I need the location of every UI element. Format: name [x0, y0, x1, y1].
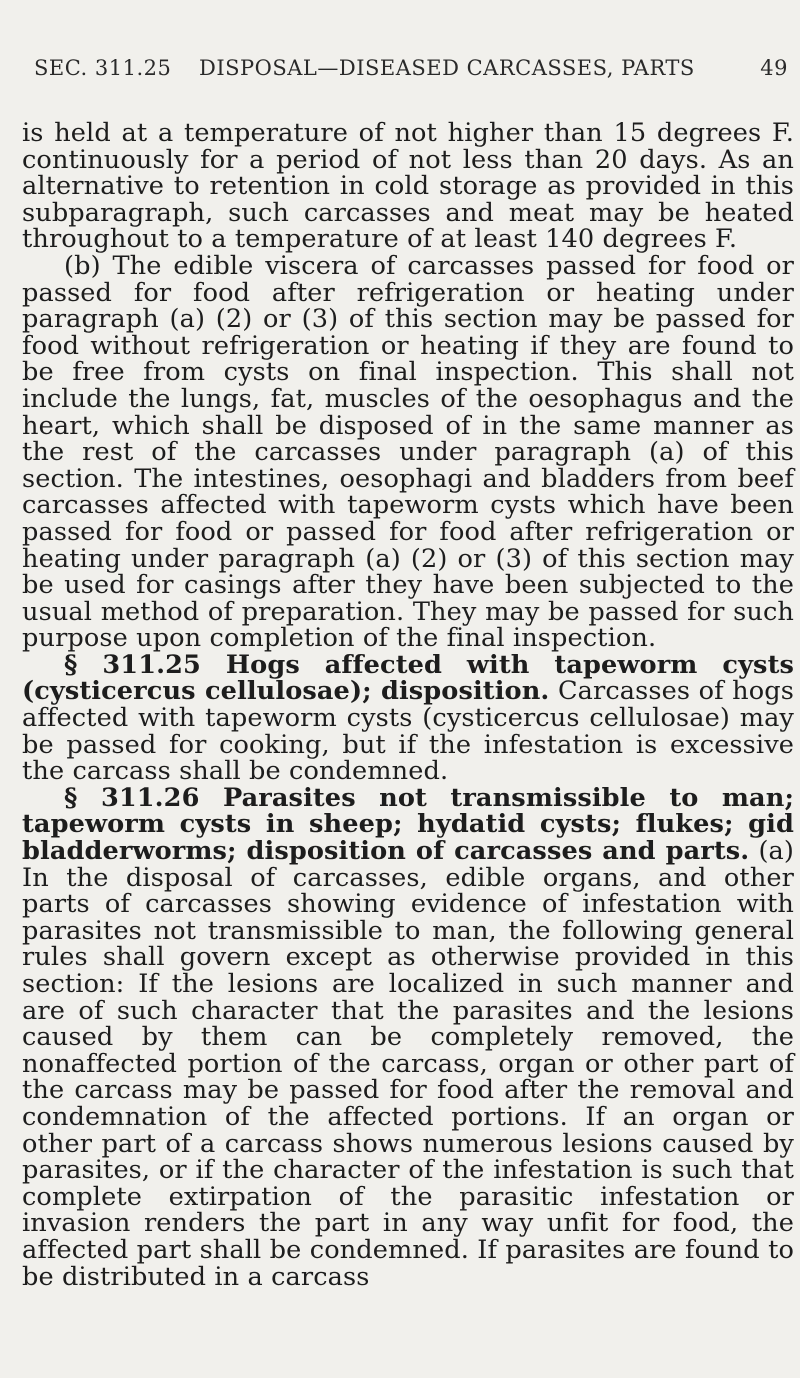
section-311-25-body: Carcasses of hogs affected with tapeworm cysts (cysticercus cellulosae) may be passed for cooking, but if the infestation is excessive the carcass shall be condemned. [22, 676, 794, 787]
section-311-25-heading: § 311.25 Hogs affected with tapeworm cysts (cysticercus cellulosae); disposition. [22, 649, 794, 707]
document-page [22, 0, 794, 1290]
running-head [22, 56, 794, 96]
paragraph-continuation: is held at a temperature of not higher than 15 degrees F. continuously for a period of not less than 20 days. As an alternative to retention in cold storage as provided in this subparagraph, such carcasses and meat may be heated throughout to a temperature of at least 140 degrees F. [22, 118, 794, 255]
section-311-25 [22, 649, 794, 787]
section-311-26-body: (a) In the disposal of carcasses, edible organs, and other parts of carcasses showing evidence of infestation with parasites not transmissible to man, the following general rules shall govern except as otherwise provided in this section: If the lesions are localized in such manner and are of such character that the parasites and the lesions caused by them can be completely removed, the nonaffected portion of the carcass, organ or other part of the carcass may be passed for food after the removal and condemnation of the affected portions. If an organ or other part of a carcass shows numerous lesions caused by parasites, or if the character of the infestation is such that complete extirpation of the parasitic infestation or invasion renders the part in any way unfit for food, the affected part shall be condemned. If parasites are found to be distributed in a carcass [22, 836, 794, 1292]
section-number: SEC. 311.25 [34, 56, 172, 80]
body-text [22, 120, 794, 1290]
section-311-26-heading: § 311.26 Parasites not transmissible to man; tapeworm cysts in sheep; hydatid cysts; flukes; gid bladderworms; disposition of carcasses and parts. [22, 782, 794, 867]
running-title: DISPOSAL—DISEASED CARCASSES, PARTS [199, 56, 695, 80]
page-number: 49 [760, 56, 788, 80]
paragraph-b-edible-viscera: (b) The edible viscera of carcasses passed for food or passed for food after refrigeration or heating under paragraph (a) (2) or (3) of this section may be passed for food without refrigeration or heating if they are found to be free from cysts on final inspection. This shall not include the lungs, fat, muscles of the oesophagus and the heart, which shall be disposed of in the same manner as the rest of the carcasses under paragraph (a) of this section. The intestines, oesophagi and bladders from beef carcasses affected with tapeworm cysts which have been passed for food or passed for food after refrigeration or heating under paragraph (a) (2) or (3) of this section may be used for casings after they have been subjected to the usual method of preparation. They may be passed for such purpose upon completion of the final inspection. [22, 250, 794, 654]
section-311-26 [22, 782, 794, 1292]
